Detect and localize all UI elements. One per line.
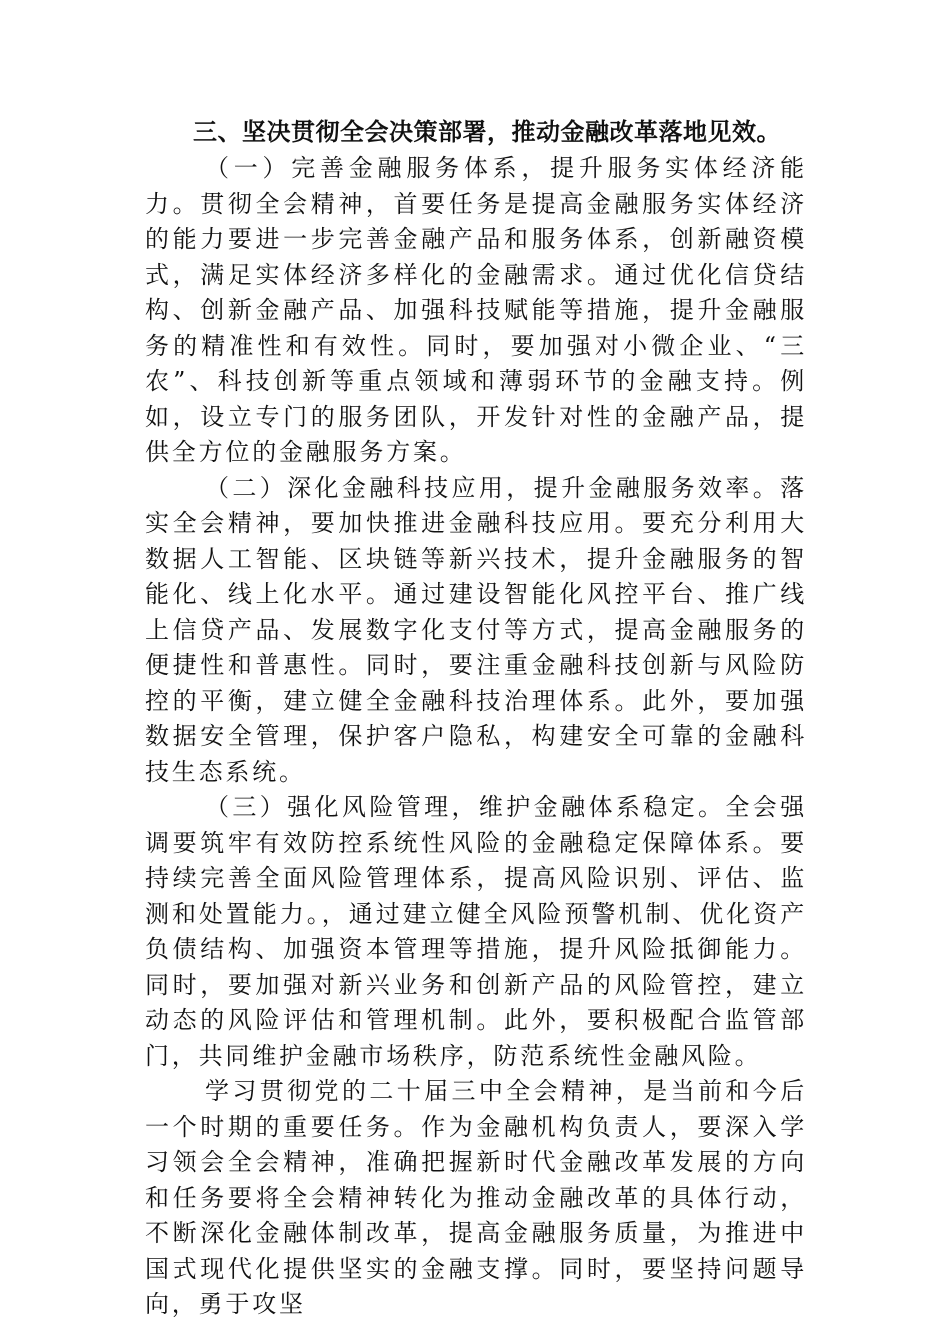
paragraph-3: （三）强化风险管理，维护金融体系稳定。全会强调要筑牢有效防控系统性风险的金融稳定保障体系。要持续完善全面风险管理体系，提高风险识别、评估、监测和处置能力。，通过建立健全风险预警机制、优化资产负债结构、加强资本管理等措施，提升风险抵御能力。同时，要加强对新兴业务和创新产品的风险管控，建立动态的风险评估和管理机制。此外，要积极配合监管部门，共同维护金融市场秩序，防范系统性金融风险。 xyxy=(145,793,807,1070)
paragraph-2: （二）深化金融科技应用，提升金融服务效率。落实全会精神，要加快推进金融科技应用。要充分利用大数据人工智能、区块链等新兴技术，提升金融服务的智能化、线上化水平。通过建设智能化风控平台、推广线上信贷产品、发展数字化支付等方式，提高金融服务的便捷性和普惠性。同时，要注重金融科技创新与风险防控的平衡，建立健全金融科技治理体系。此外，要加强数据安全管理，保护客户隐私，构建安全可靠的金融科技生态系统。 xyxy=(145,473,807,786)
paragraph-1: （一）完善金融服务体系，提升服务实体经济能力。贯彻全会精神，首要任务是提高金融服务实体经济的能力要进一步完善金融产品和服务体系，创新融资模式，满足实体经济多样化的金融需求。通过优化信贷结构、创新金融产品、加强科技赋能等措施，提升金融服务的精准性和有效性。同时，要加强对小微企业、“三农”、科技创新等重点领域和薄弱环节的金融支持。例如，设立专门的服务团队，开发针对性的金融产品，提供全方位的金融服务方案。 xyxy=(145,154,807,466)
section-heading: 三、坚决贯彻全会决策部署，推动金融改革落地见效。 xyxy=(193,118,781,146)
document-body xyxy=(145,116,807,1323)
paragraph-4: 学习贯彻党的二十届三中全会精神，是当前和今后一个时期的重要任务。作为金融机构负责人，要深入学习领会全会精神，准确把握新时代金融改革发展的方向和任务要将全会精神转化为推动金融改革的具体行动，不断深化金融体制改革，提高金融服务质量，为推进中国式现代化提供坚实的金融支撑。同时，要坚持问题导向，勇于攻坚 xyxy=(145,1077,807,1318)
